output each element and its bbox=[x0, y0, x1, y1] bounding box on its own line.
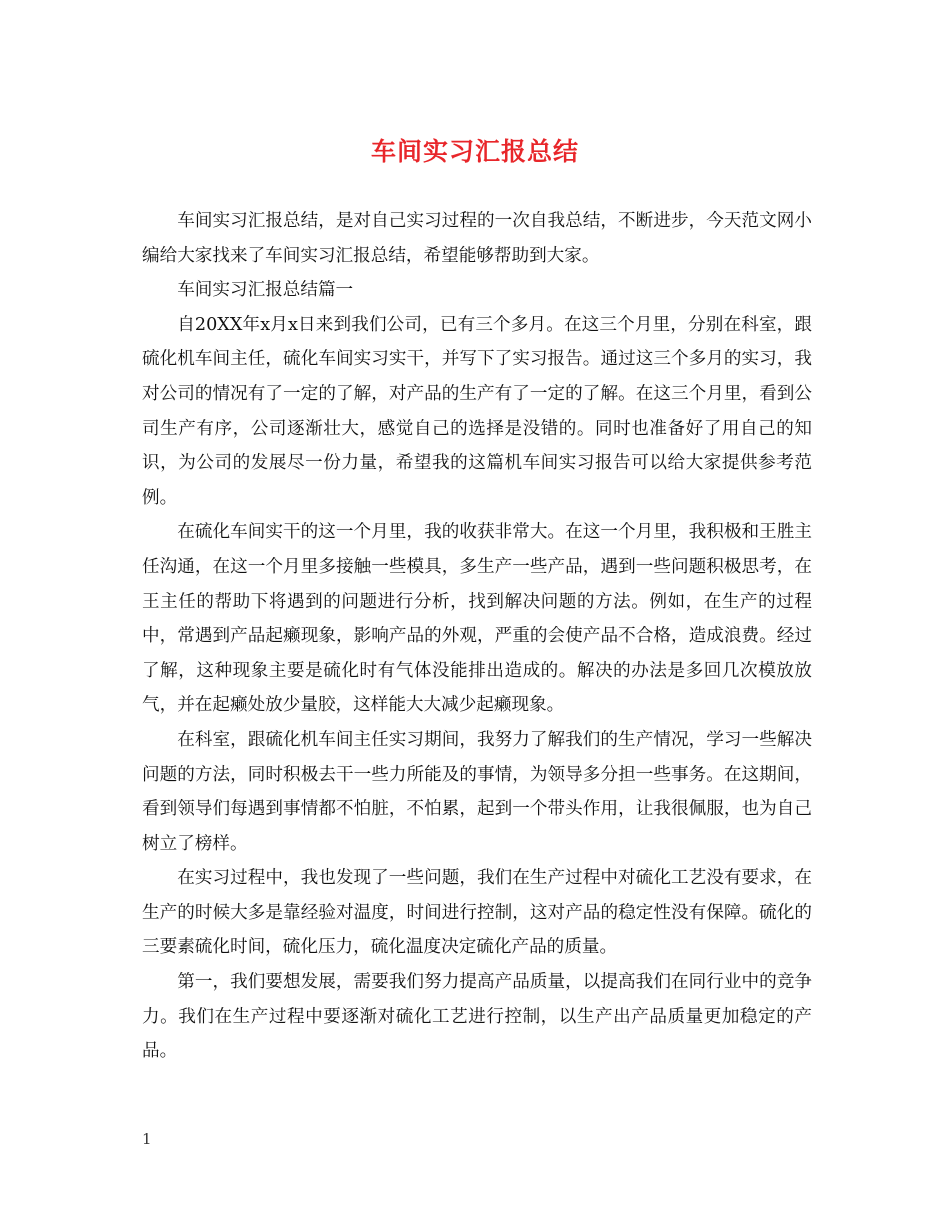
document-title: 车间实习汇报总结 bbox=[370, 137, 579, 166]
page-number: 1 bbox=[142, 1130, 152, 1148]
paragraph-arrival: 自20XX年x月x日来到我们公司，已有三个多月。在这三个月里，分别在科室，跟硫化机车间主任，硫化车间实习实干，并写下了实习报告。通过这三个多月的实习，我对公司的情况有了一定的了解，对产品的生产有了一定的了解。在这三个月里，看到公司生产有序，公司逐渐壮大，感觉自己的选择是没错的。同时也准备好了用自己的知识，为公司的发展尽一份力量，希望我的这篇机车间实习报告可以给大家提供参考范例。 bbox=[142, 314, 812, 508]
document-body bbox=[142, 204, 812, 1069]
paragraph-intro: 车间实习汇报总结，是对自己实习过程的一次自我总结，不断进步，今天范文网小编给大家找来了车间实习汇报总结，希望能够帮助到大家。 bbox=[142, 211, 812, 266]
paragraph-vulcanization-workshop: 在硫化车间实干的这一个月里，我的收获非常大。在这一个月里，我积极和王胜主任沟通，在这一个月里多接触一些模具，多生产一些产品，遇到一些问题积极思考，在王主任的帮助下将遇到的问题进行分析，找到解决问题的方法。例如，在生产的过程中，常遇到产品起癞现象，影响产品的外观，严重的会使产品不合格，造成浪费。经过了解，这种现象主要是硫化时有气体没能排出造成的。解决的办法是多回几次模放放气，并在起癞处放少量胶，这样能大大减少起癞现象。 bbox=[142, 522, 812, 716]
paragraph-problems: 在实习过程中，我也发现了一些问题，我们在生产过程中对硫化工艺没有要求，在生产的时候大多是靠经验对温度，时间进行控制，这对产品的稳定性没有保障。硫化的三要素硫化时间，硫化压力，硫化温度决定硫化产品的质量。 bbox=[142, 868, 812, 958]
paragraph-section-heading: 车间实习汇报总结篇一 bbox=[177, 280, 354, 301]
paragraph-first-point: 第一，我们要想发展，需要我们努力提高产品质量，以提高我们在同行业中的竞争力。我们在生产过程中要逐渐对硫化工艺进行控制，以生产出产品质量更加稳定的产品。 bbox=[142, 972, 812, 1062]
paragraph-office-internship: 在科室，跟硫化机车间主任实习期间，我努力了解我们的生产情况，学习一些解决问题的方法，同时积极去干一些力所能及的事情，为领导多分担一些事务。在这期间，看到领导们每遇到事情都不怕脏，不怕累，起到一个带头作用，让我很佩服，也为自己树立了榜样。 bbox=[142, 729, 812, 854]
